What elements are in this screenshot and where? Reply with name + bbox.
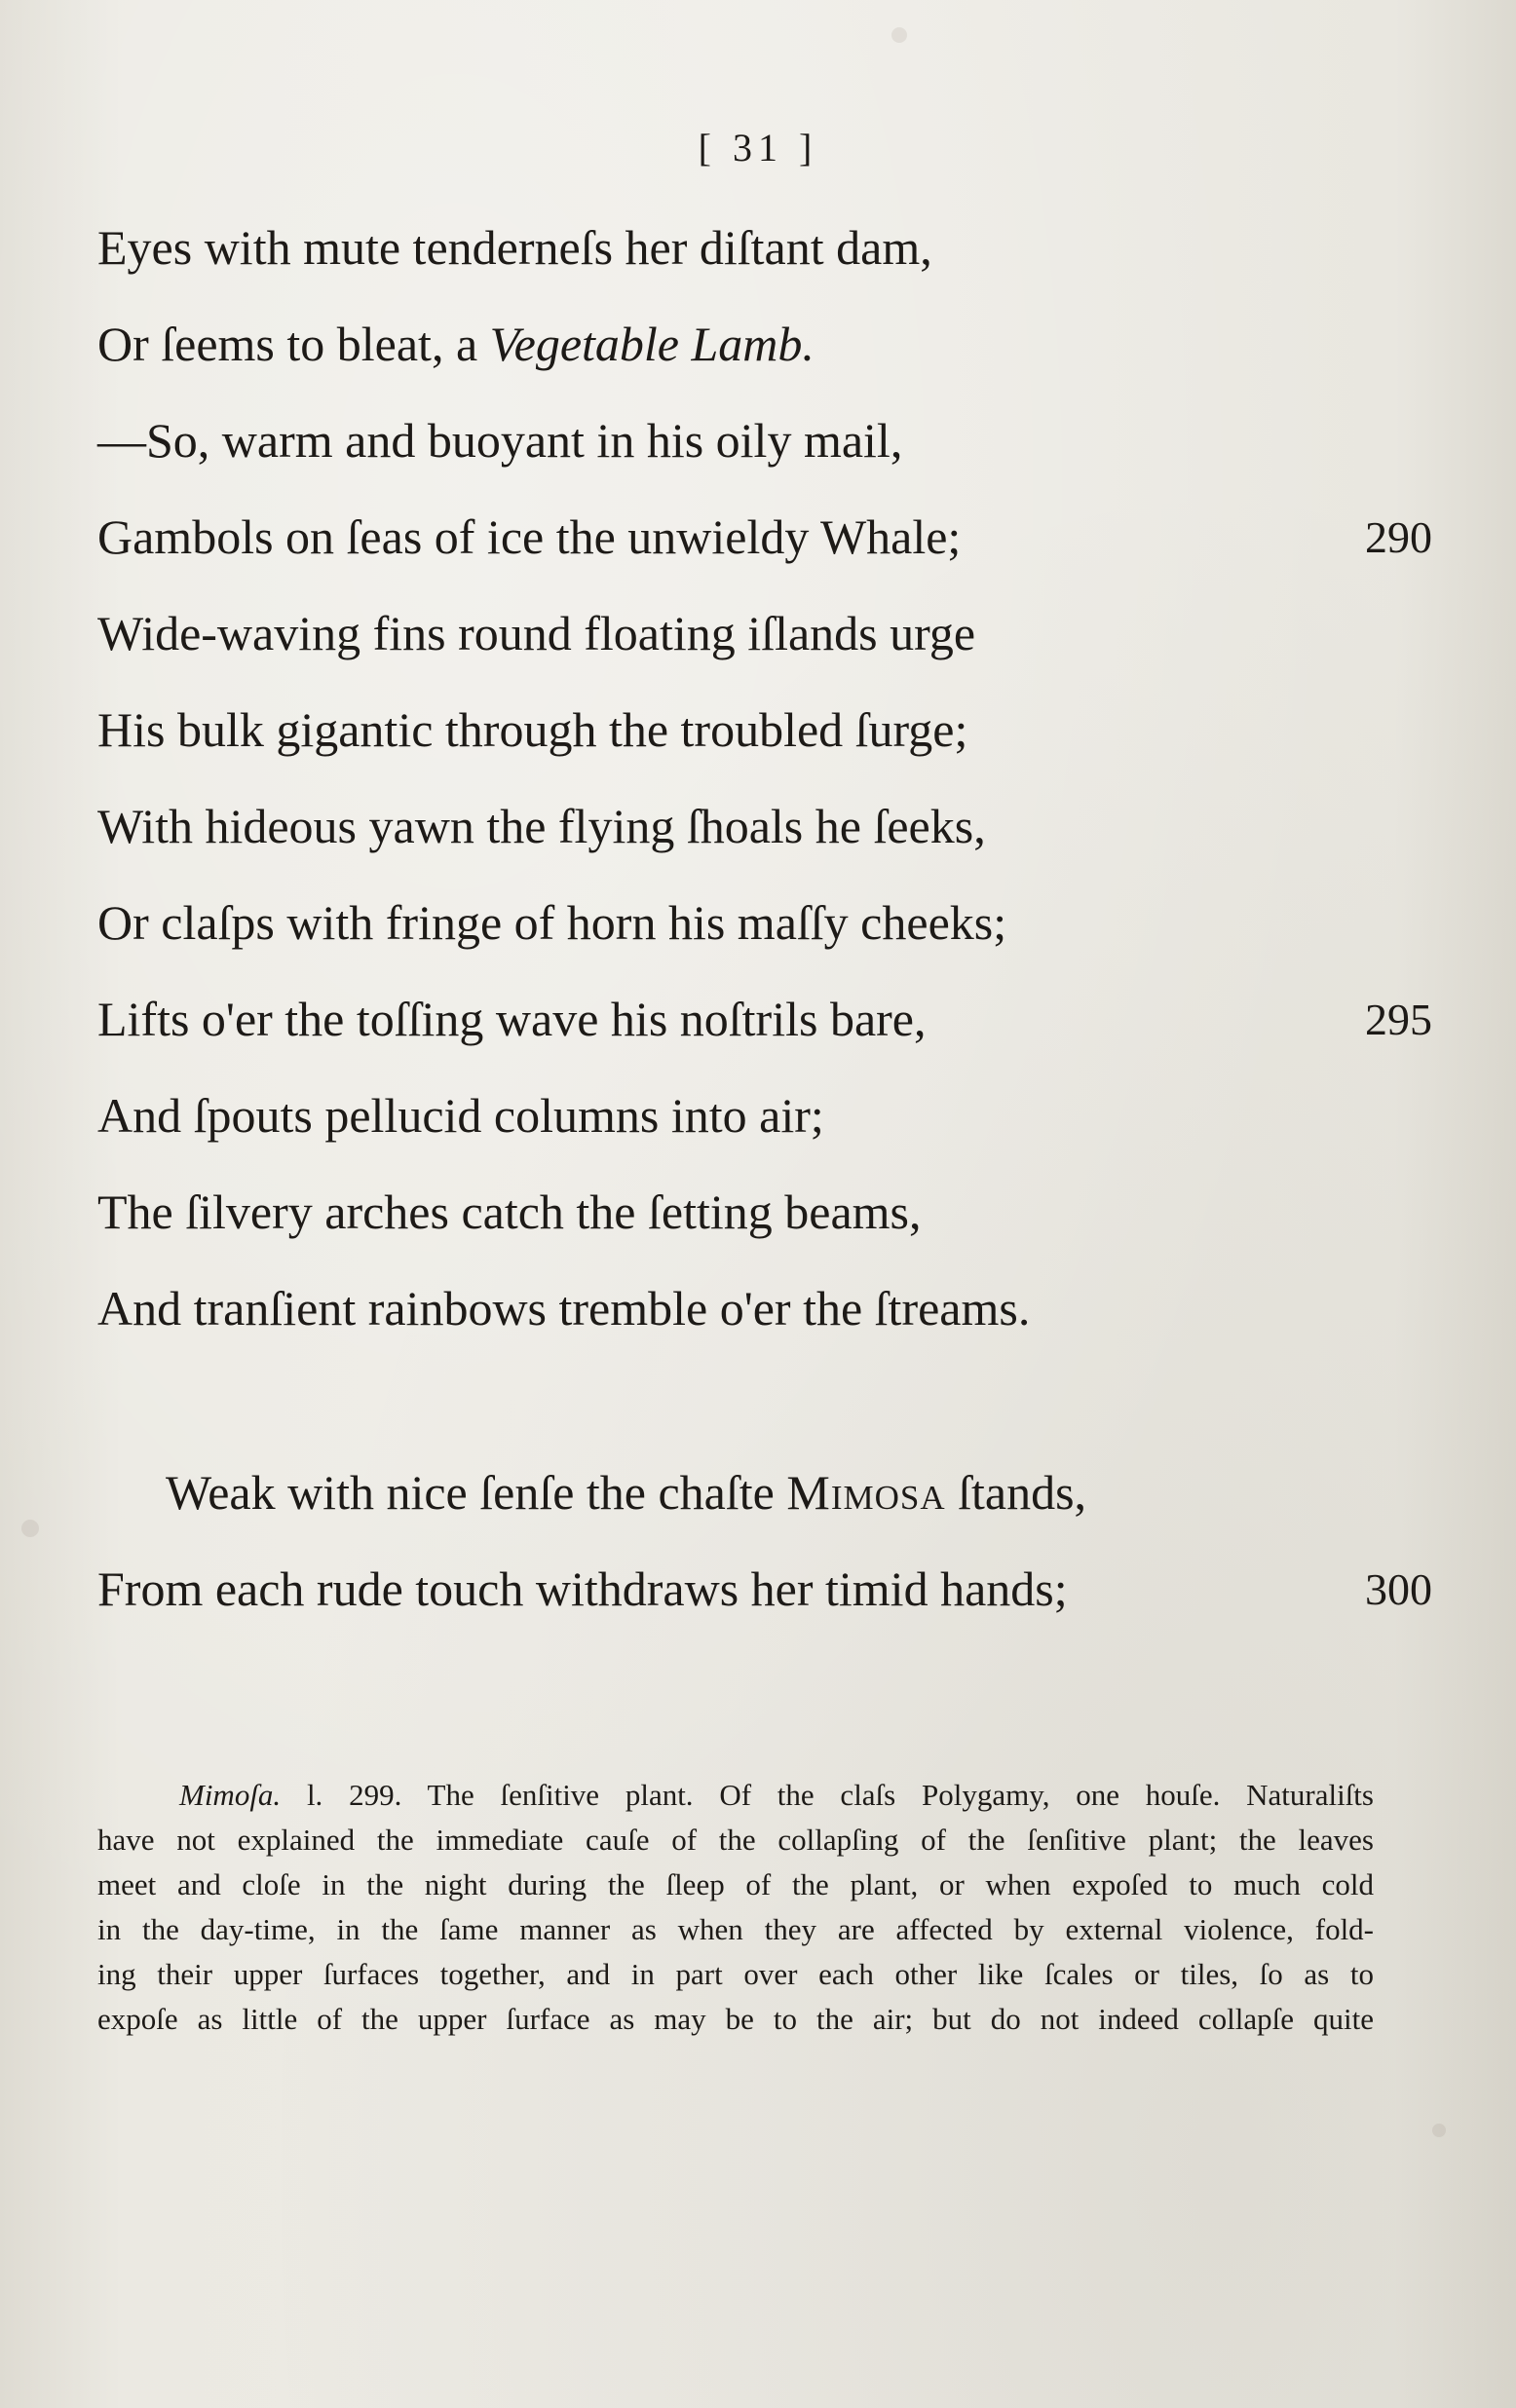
verse-line-italic: Vegetable Lamb.	[489, 317, 815, 371]
verse-line-smallcaps: Mimosa	[786, 1465, 946, 1520]
footnote-line: expoſe as little of the upper ſurface as may be to the air; but do not indeed collapſe quite	[97, 2002, 1374, 2036]
verse-line	[97, 1164, 1432, 1260]
verse-line	[97, 1260, 1432, 1357]
verse-line	[97, 1068, 1432, 1164]
verse-line-text: Wide-waving fins round floating iſlands urge	[97, 606, 976, 660]
page-number: [ 31 ]	[698, 126, 818, 169]
footnote-line: meet and cloſe in the night during the ſleep of the plant, or when expoſed to much cold	[97, 1867, 1374, 1901]
footnote-label: Mimoſa.	[179, 1778, 282, 1812]
verse-line-text: Weak with nice ſenſe the chaſte	[166, 1465, 787, 1520]
footnote-line: have not explained the immediate cauſe of the collapſing of the ſenſitive plant; the leaves	[97, 1823, 1374, 1857]
verse-line	[97, 1445, 1432, 1541]
verse-line	[97, 489, 1432, 585]
verse-line-text: And ſpouts pellucid columns into air;	[97, 1088, 824, 1143]
footnote-line: ing their upper ſurfaces together, and in part over each other like ſcales or tiles, ſo as to	[97, 1957, 1374, 1991]
footnote-line	[97, 1773, 1374, 1818]
verse-line-text: Or ſeems to bleat, a	[97, 317, 490, 371]
line-number: 295	[1365, 995, 1432, 1044]
verse-line	[97, 296, 1432, 393]
verse-line-text: Gambols on ſeas of ice the unwieldy Whale;	[97, 509, 962, 564]
verse-line-text: Or claſps with fringe of horn his maſſy cheeks;	[97, 895, 1007, 950]
paper-spot	[1432, 2124, 1446, 2137]
verse-line	[97, 875, 1432, 971]
verse-line	[97, 971, 1432, 1068]
verse-line	[97, 1541, 1432, 1637]
footnote	[97, 1773, 1374, 2042]
verse-line-text: ſtands,	[945, 1465, 1087, 1520]
verse-line	[97, 778, 1432, 875]
verse-line	[97, 682, 1432, 778]
verse-line-text: —So, warm and buoyant in his oily mail,	[97, 413, 903, 468]
verse-line-text: Lifts o'er the toſſing wave his noſtrils bare,	[97, 992, 927, 1046]
paper-spot	[21, 1520, 39, 1537]
line-number: 300	[1365, 1564, 1432, 1614]
line-number: 290	[1365, 512, 1432, 562]
verse-line	[97, 393, 1432, 489]
stanza-break	[97, 1357, 1432, 1445]
verse-block	[97, 200, 1432, 1637]
verse-line-text: With hideous yawn the flying ſhoals he ſeeks,	[97, 799, 986, 853]
verse-line-text: His bulk gigantic through the troubled ſurge;	[97, 702, 968, 757]
verse-line-text: The ſilvery arches catch the ſetting beams,	[97, 1185, 922, 1239]
verse-line-text: And tranſient rainbows tremble o'er the ſtreams.	[97, 1281, 1031, 1336]
verse-line	[97, 585, 1432, 682]
verse-line	[97, 200, 1432, 296]
paper-spot	[891, 27, 907, 43]
footnote-text: l. 299. The ſenſitive plant. Of the claſs Polygamy, one houſe. Naturaliſts	[281, 1778, 1374, 1812]
verse-line-text: Eyes with mute tenderneſs her diſtant dam,	[97, 220, 932, 275]
verse-line-text: From each rude touch withdraws her timid hands;	[97, 1561, 1068, 1616]
footnote-line: in the day-time, in the ſame manner as when they are affected by external violence, fold-	[97, 1912, 1374, 1946]
